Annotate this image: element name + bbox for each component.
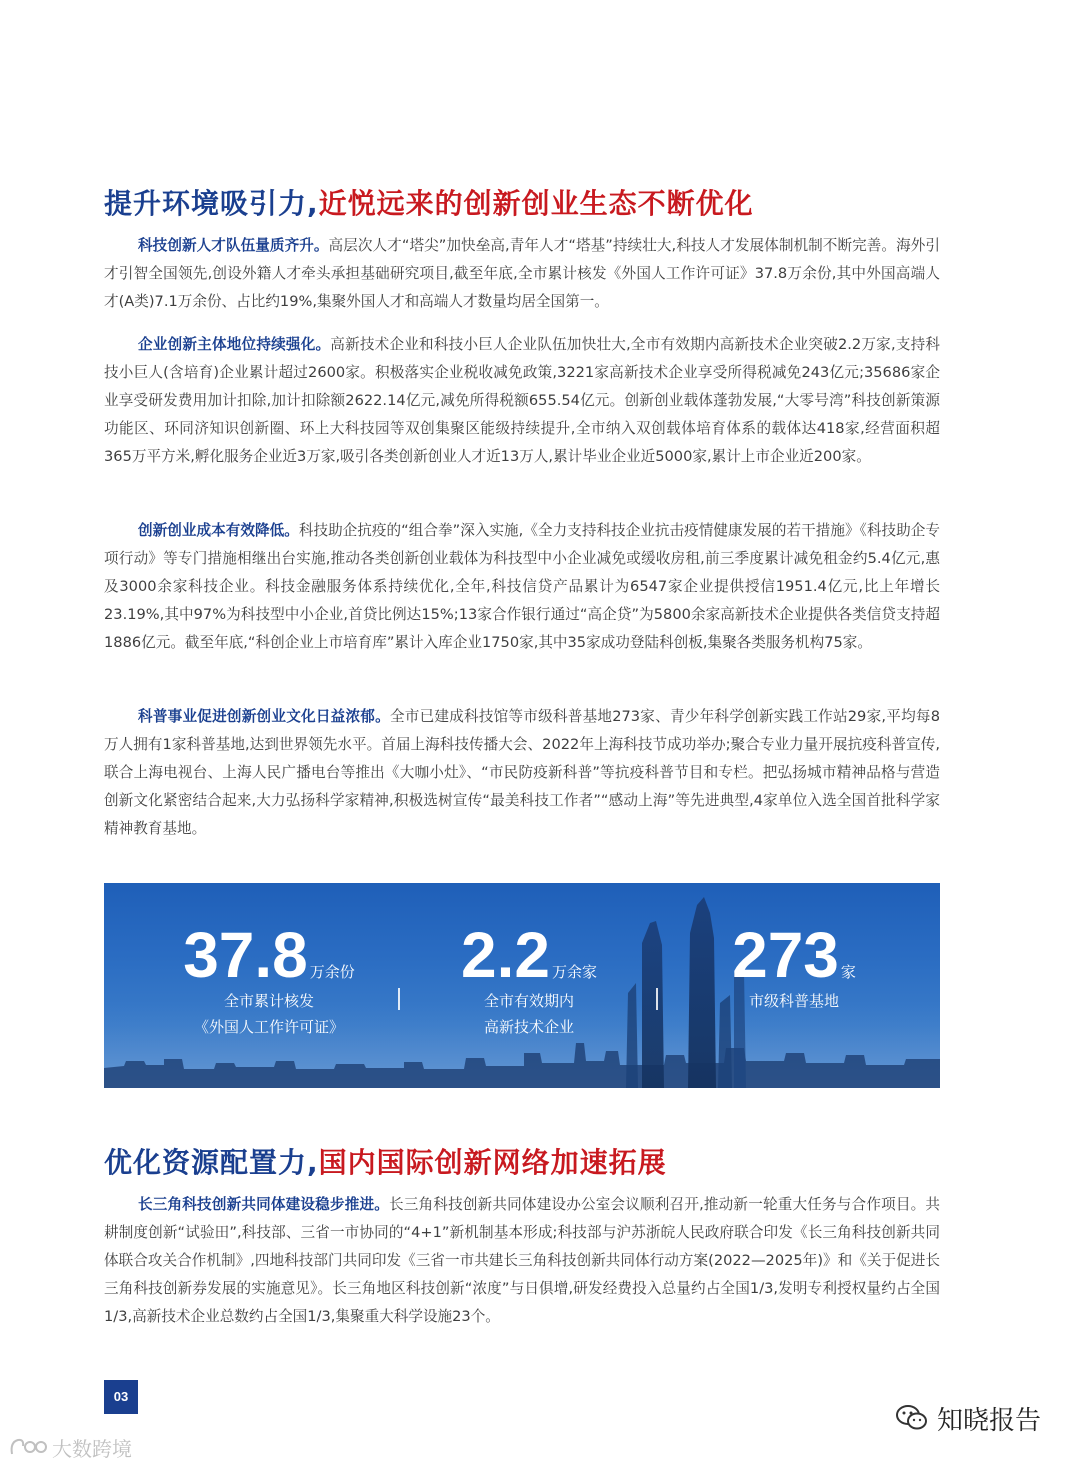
paragraph-enterprise [104,331,940,471]
paragraph-lead: 企业创新主体地位持续强化。 [138,336,331,353]
stat-number: 273 [732,919,839,991]
paragraph-yangtze-delta [104,1191,940,1331]
stat-divider [656,988,658,1010]
stat-description: 《外国人工作许可证》 [193,1018,344,1036]
stat-description: 市级科普基地 [748,992,839,1010]
watermark-right-text: 知晓报告 [937,1405,1042,1436]
paragraph-lead: 长三角科技创新共同体建设稳步推进。 [138,1196,390,1213]
stat-description: 全市累计核发 [223,992,314,1010]
stat-description: 全市有效期内 [483,992,574,1010]
watermark-left [8,1432,132,1462]
paragraph-body: 科技助企抗疫的“组合拳”深入实施,《全力支持科技企业抗击疫情健康发展的若干措施》《科技助企专项行动》等专门措施相继出台实施,推动各类创新创业载体为科技型中小企业减免或缓收房租,前三季度累计减免租金约5.4亿元,惠及3000余家科技企业。科技金融服务体系持续优化,全年,科技信贷产品累计为6547家企业提供授信1951.4亿元,比上年增长23.19%,其中97%为科技型中小企业,首贷比例达15%;13家合作银行通过“高企贷”为5800余家高新技术企业提供各类信贷支持超1886亿元。截至年底,“科创企业上市培育库”累计入库企业1750家,其中35家成功登陆科创板,集聚各类服务机构75家。 [104,522,940,651]
paragraph-cost [104,517,940,657]
stat-high-tech-enterprises [439,919,619,1039]
stat-work-permits [164,919,374,1039]
section-heading-environment [104,182,754,222]
brand-logo-icon [8,1436,48,1458]
stat-divider [398,988,400,1010]
stat-description: 高新技术企业 [483,1018,574,1036]
paragraph-body: 高新技术企业和科技小巨人企业队伍加快壮大,全市有效期内高新技术企业突破2.2万家,支持科技小巨人(含培育)企业累计超过2600家。积极落实企业税收减免政策,3221家高新技术企业享受所得税减免243亿元;35686家企业享受研发费用加计扣除,加计扣除额2622.14亿元,减免所得税额655.54亿元。创新创业载体蓬勃发展,“大零号湾”科技创新策源功能区、环同济知识创新圈、环上大科技园等双创集聚区能级持续提升,全市纳入双创载体培育体系的载体达418家,经营面积超365万平方米,孵化服务企业近3万家,吸引各类创新创业人才近13万人,累计毕业企业近5000家,累计上市企业近200家。 [104,336,940,465]
page-number: 03 [104,1380,138,1414]
stat-unit: 家 [840,963,856,981]
stat-number: 37.8 [183,919,308,991]
paragraph-body: 全市已建成科技馆等市级科普基地273家、青少年科学创新实践工作站29家,平均每8万人拥有1家科普基地,达到世界领先水平。首届上海科技传播大会、2022年上海科技节成功举办;聚合专业力量开展抗疫科普宣传,联合上海电视台、上海人民广播电台等推出《大咖小灶》、“市民防疫新科普”等抗疫科普节目和专栏。把弘扬城市精神品格与营造创新文化紧密结合起来,大力弘扬科学家精神,积极选树宣传“最美科技工作者”“感动上海”等先进典型,4家单位入选全国首批科学家精神教育基地。 [104,708,940,837]
paragraph-body: 长三角科技创新共同体建设办公室会议顺利召开,推动新一轮重大任务与合作项目。共耕制度创新“试验田”,科技部、三省一市协同的“4+1”新机制基本形成;科技部与沪苏浙皖人民政府联合印发《长三角科技创新共同体联合攻关合作机制》,四地科技部门共同印发《三省一市共建长三角科技创新共同体行动方案(2022—2025年)》和《关于促进长三角科技创新券发展的实施意见》。长三角地区科技创新“浓度”与日俱增,研发经费投入总量约占全国1/3,发明专利授权量约占全国1/3,高新技术企业总数约占全国1/3,集聚重大科学设施23个。 [104,1196,940,1325]
paragraph-lead: 创新创业成本有效降低。 [138,522,299,539]
watermark-right [895,1398,1041,1438]
paragraph-lead: 科技创新人才队伍量质齐升。 [138,237,329,254]
stats-banner [104,883,940,1088]
stat-number: 2.2 [461,919,550,991]
paragraph-talent [104,232,940,316]
stat-unit: 万余份 [309,963,355,981]
heading-blue-part: 提升环境吸引力, [104,187,319,220]
paragraph-science-popularization [104,703,940,843]
watermark-left-text: 大数跨境 [52,1436,132,1461]
heading-blue-part: 优化资源配置力, [104,1146,319,1179]
section-heading-resources [104,1141,667,1181]
stat-unit: 万余家 [551,963,597,981]
stat-science-bases [719,919,869,1013]
heading-red-part: 近悦远来的创新创业生态不断优化 [318,187,754,220]
paragraph-lead: 科普事业促进创新创业文化日益浓郁。 [138,708,390,725]
paragraph-body: 高层次人才“塔尖”加快垒高,青年人才“塔基”持续壮大,科技人才发展体制机制不断完善。海外引才引智全国领先,创设外籍人才牵头承担基础研究项目,截至年底,全市累计核发《外国人工作许可证》37.8万余份,其中外国高端人才(A类)7.1万余份、占比约19%,集聚外国人才和高端人才数量均居全国第一。 [104,237,940,310]
heading-red-part: 国内国际创新网络加速拓展 [318,1146,667,1179]
wechat-icon [895,1403,929,1433]
